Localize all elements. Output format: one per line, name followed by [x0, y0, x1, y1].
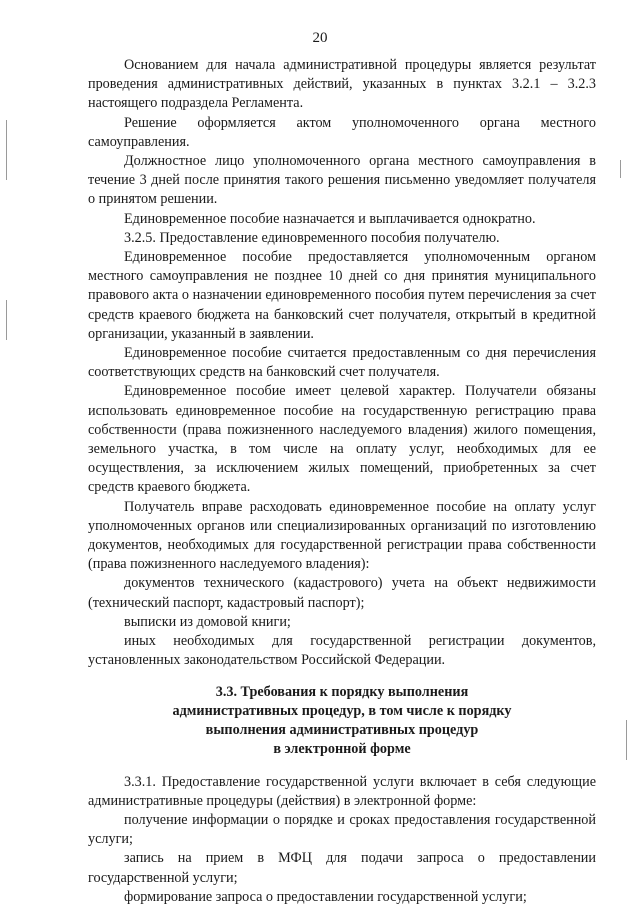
list-item: документов технического (кадастрового) учета на объект недвижимости (технический паспорт, кадастровый паспорт); — [88, 575, 596, 611]
paragraph: Единовременное пособие предоставляется уполномоченным органом местного самоуправления не позднее 10 дней со дня принятия муниципального правового акта о назначении единовременного пособия путем перечисления за счет средств краевого бюджета на банковский счет получателя, открытый в кредитной организации, указанный в заявлении. — [88, 249, 596, 342]
paragraph: Единовременное пособие имеет целевой характер. Получатели обязаны использовать единовременное пособие на государственную регистрацию права собственности (права пожизненного наследуемого владения) жилого помещения, земельного участка, в том числе на оплату услуг, необходимых для ее осуществления, за исключением жилых помещений, приобретенных за счет средств краевого бюджета. — [88, 383, 596, 496]
paragraph: Решение оформляется актом уполномоченного органа местного самоуправления. — [88, 114, 596, 150]
list-item: формирование запроса о предоставлении государственной услуги; — [124, 888, 527, 905]
paragraph: Единовременное пособие назначается и выплачивается однократно. — [124, 210, 536, 227]
list-item: получение информации о порядке и сроках предоставления государственной услуги; — [88, 811, 596, 848]
paragraph: Должностное лицо уполномоченного органа местного самоуправления в течение 3 дней после принятия такого решения письменно уведомляет получателя о принятом решении. — [88, 153, 596, 208]
section-heading-line: выполнения административных процедур — [205, 721, 479, 738]
section-heading — [88, 683, 596, 759]
paragraph: Единовременное пособие считается предоставленным со дня перечисления соответствующих средств на банковский счет получателя. — [88, 345, 596, 381]
scan-edge-mark-right — [626, 720, 627, 760]
list-item: иных необходимых для государственной регистрации документов, установленных законодательством Российской Федерации. — [88, 633, 596, 669]
paragraph: Основанием для начала административной процедуры является результат проведения административных действий, указанных в пунктах 3.2.1 – 3.2.3 настоящего подраздела Регламента. — [88, 57, 596, 112]
list-item: выписки из домовой книги; — [124, 613, 291, 630]
scan-edge-mark-right — [620, 160, 621, 178]
paragraph: Получатель вправе расходовать единовременное пособие на оплату услуг уполномоченных органов или специализированных организаций по изготовлению документов, необходимых для государственной регистрации права собственности (права пожизненного наследуемого владения): — [88, 498, 596, 573]
page-number: 20 — [312, 30, 328, 46]
section-heading-line: административных процедур, в том числе к порядку — [172, 702, 512, 719]
list-item: запись на прием в МФЦ для подачи запроса о предоставлении государственной услуги; — [88, 850, 596, 886]
scan-edge-mark-left — [6, 300, 7, 340]
section-heading-line: 3.3. Требования к порядку выполнения — [215, 683, 469, 700]
document-body — [88, 56, 596, 907]
section-heading-line: в электронной форме — [273, 740, 411, 757]
paragraph: 3.2.5. Предоставление единовременного пособия получателю. — [124, 229, 500, 246]
paragraph: 3.3.1. Предоставление государственной услуги включает в себя следующие административные процедуры (действия) в электронной форме: — [88, 773, 596, 809]
scan-edge-mark-left — [6, 120, 7, 180]
